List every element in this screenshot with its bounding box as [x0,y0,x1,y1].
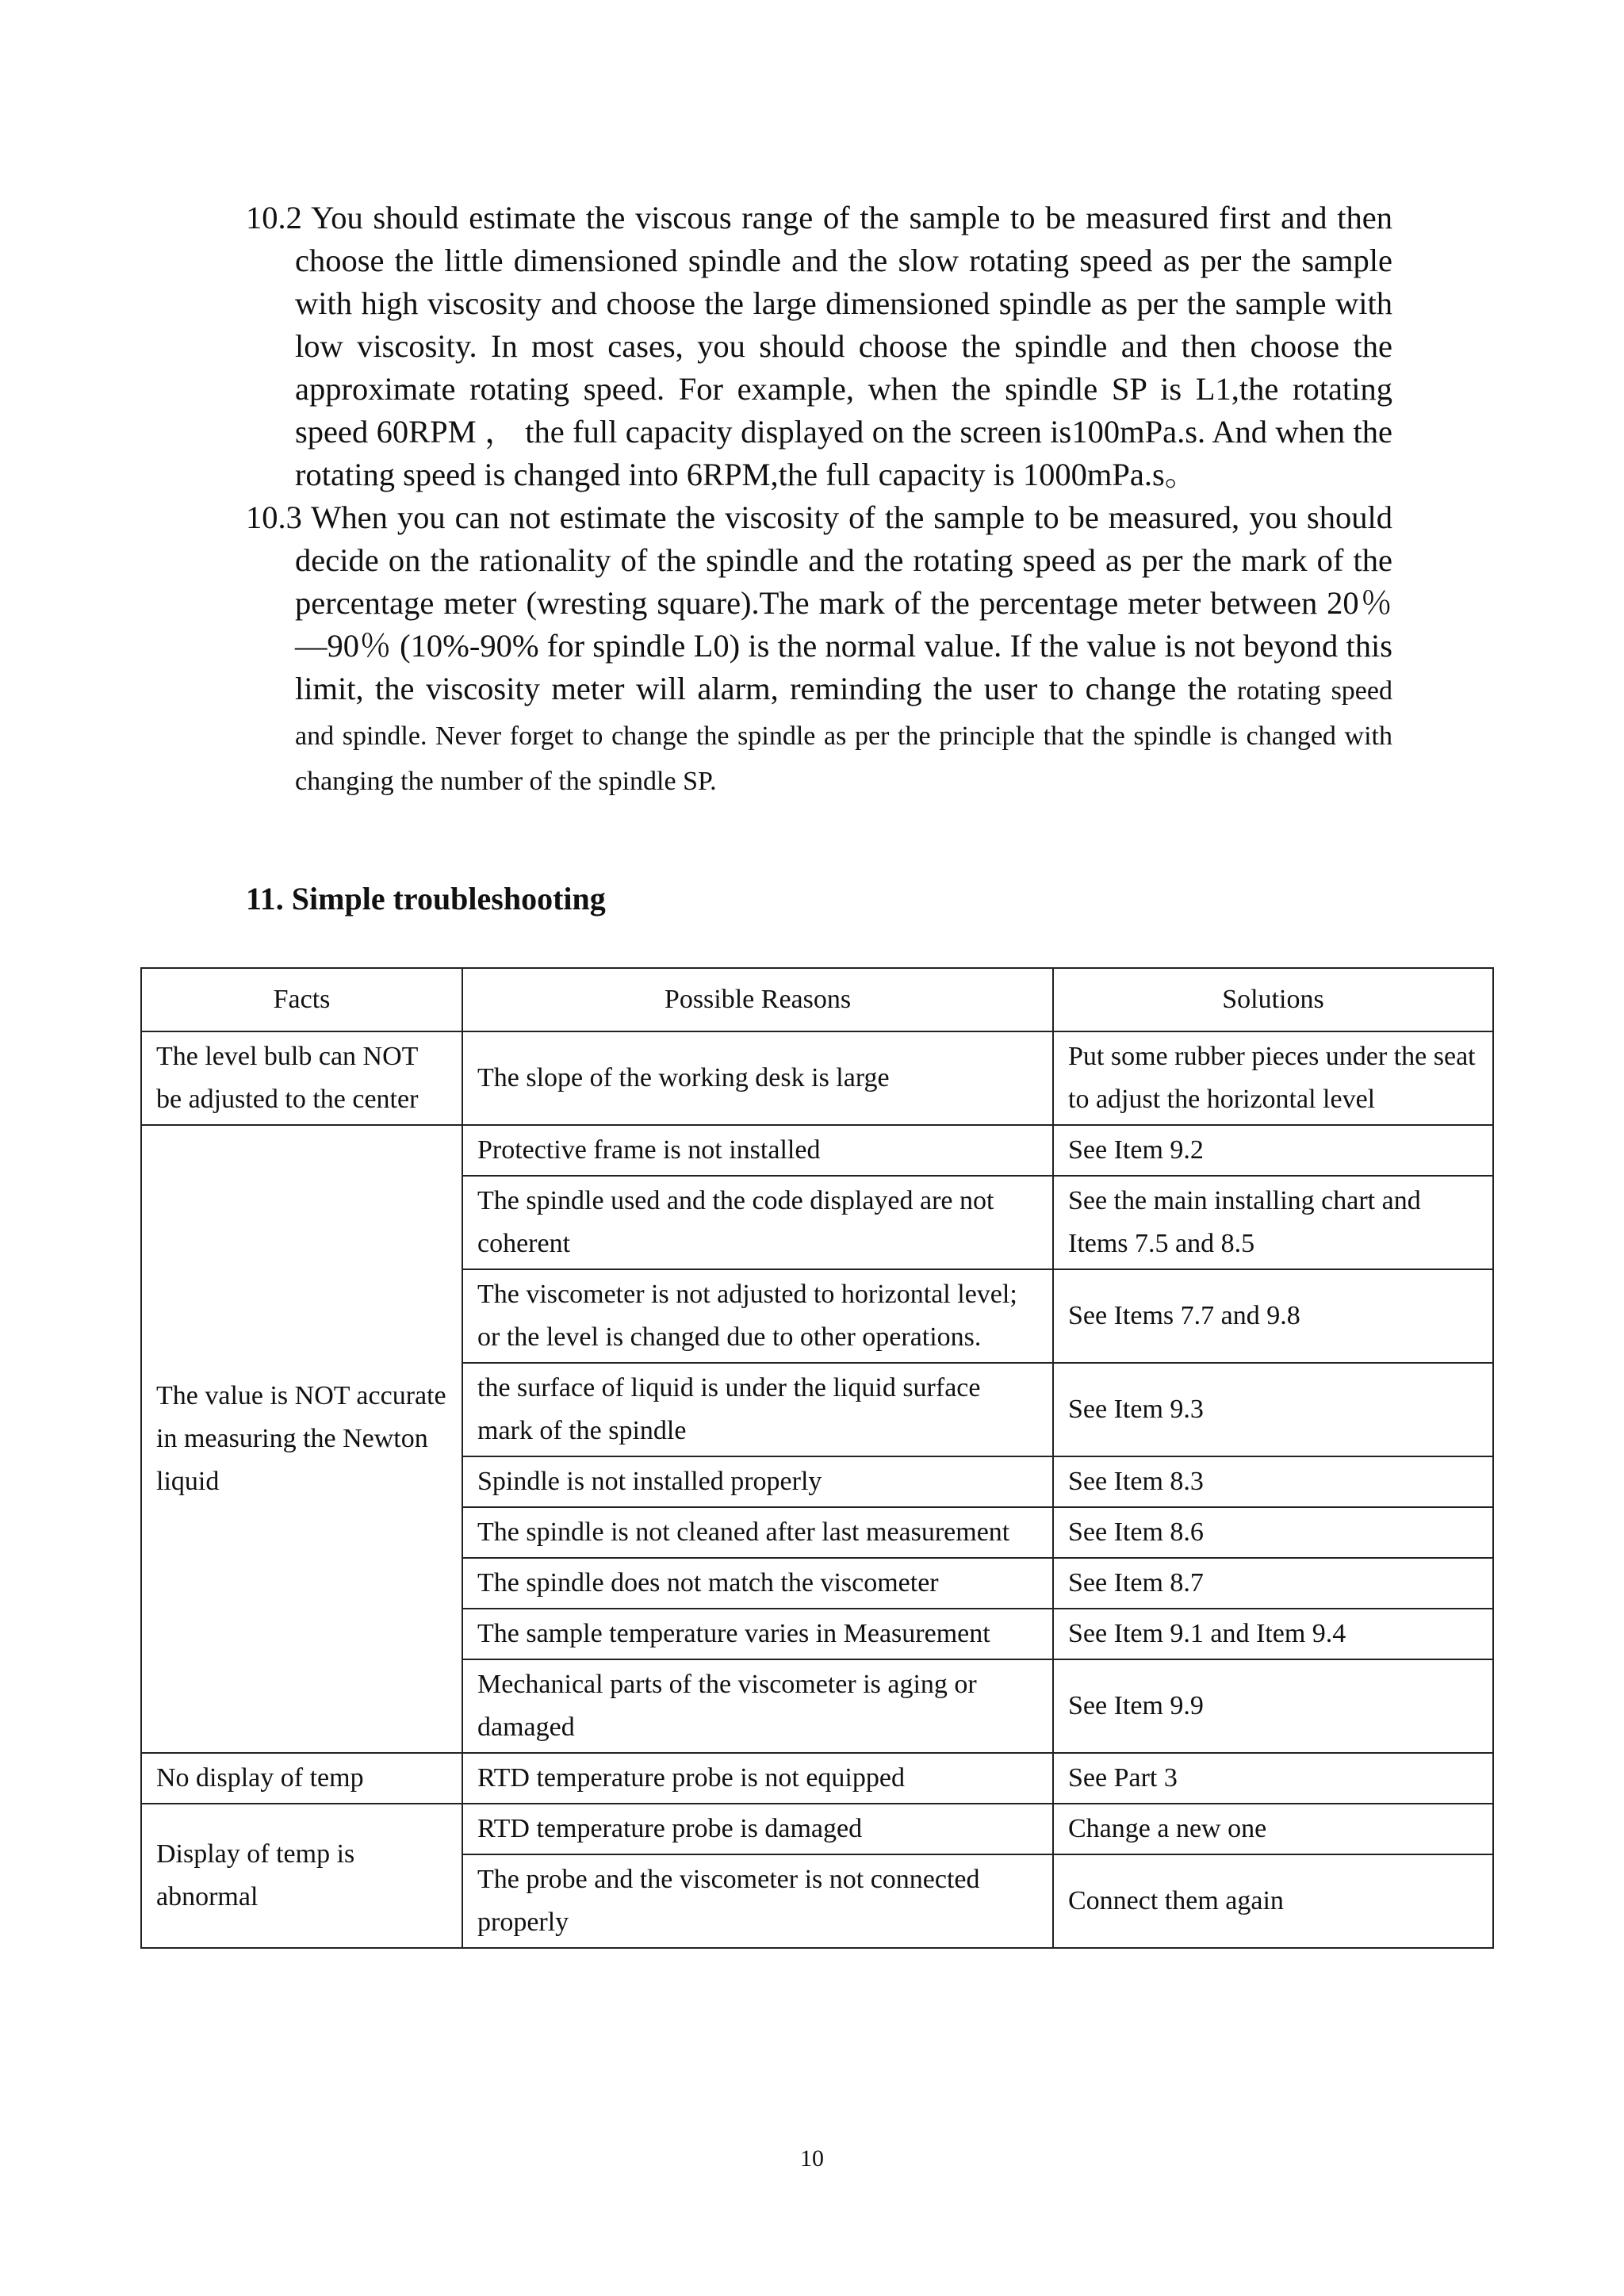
solution-cell: See Item 8.7 [1053,1558,1493,1609]
solution-cell: See Item 9.1 and Item 9.4 [1053,1609,1493,1659]
header-facts: Facts [141,968,462,1031]
solution-cell: See Item 9.3 [1053,1363,1493,1456]
table-header-row [141,968,1493,1031]
section-heading: 11. Simple troubleshooting [246,881,606,916]
reason-cell: The spindle is not cleaned after last measurement [462,1507,1053,1558]
paragraph-10-3 [246,496,1392,803]
solution-cell: Put some rubber pieces under the seat to adjust the horizontal level [1053,1031,1493,1125]
fact-cell: Display of temp is abnormal [141,1804,462,1948]
reason-cell: The probe and the viscometer is not connected properly [462,1854,1053,1948]
solution-cell: See Items 7.7 and 9.8 [1053,1269,1493,1363]
reason-cell: The spindle does not match the viscometer [462,1558,1053,1609]
fact-cell: The level bulb can NOT be adjusted to the center [141,1031,462,1125]
page-number: 10 [800,2145,824,2172]
solution-cell: See Part 3 [1053,1753,1493,1804]
table-row [141,1031,1493,1125]
reason-cell: RTD temperature probe is not equipped [462,1753,1053,1804]
reason-cell: The sample temperature varies in Measurement [462,1609,1053,1659]
solution-cell: See the main installing chart and Items 7.5 and 8.5 [1053,1176,1493,1269]
solution-cell: Change a new one [1053,1804,1493,1854]
paragraph-10-3-text: 10.3 When you can not estimate the viscosity of the sample to be measured, you should decide on the rationality of the spindle and the rotating speed as per the mark of the percentage meter (wresting square).The mark of the percentage meter between 20％—90％ (10%-90% for spindle L0) is the normal value. If the value is not beyond this limit, the viscosity meter will alarm, reminding the user to change the [246,499,1392,706]
reason-cell: RTD temperature probe is damaged [462,1804,1053,1854]
solution-cell: Connect them again [1053,1854,1493,1948]
header-possible-reasons: Possible Reasons [462,968,1053,1031]
table-body [141,1031,1493,1948]
solution-cell: See Item 9.9 [1053,1659,1493,1753]
paragraph-10-2 [246,197,1392,496]
reason-cell: The slope of the working desk is large [462,1031,1053,1125]
paragraph-10-3-tail: rotating speed and spindle. Never forget to change the spindle as per the principle that the spindle is changed with changing the number of the spindle SP. [295,676,1392,796]
table-row [141,1125,1493,1176]
reason-cell: The spindle used and the code displayed are not coherent [462,1176,1053,1269]
reason-cell: Spindle is not installed properly [462,1456,1053,1507]
header-solutions: Solutions [1053,968,1493,1031]
reason-cell: the surface of liquid is under the liquid surface mark of the spindle [462,1363,1053,1456]
reason-cell: Protective frame is not installed [462,1125,1053,1176]
table-row [141,1753,1493,1804]
fact-cell: The value is NOT accurate in measuring the Newton liquid [141,1125,462,1753]
reason-cell: The viscometer is not adjusted to horizontal level; or the level is changed due to other operations. [462,1269,1053,1363]
body-text [246,197,1392,803]
solution-cell: See Item 8.6 [1053,1507,1493,1558]
solution-cell: See Item 9.2 [1053,1125,1493,1176]
solution-cell: See Item 8.3 [1053,1456,1493,1507]
paragraph-10-2-text: 10.2 You should estimate the viscous range of the sample to be measured first and then choose the little dimensioned spindle and the slow rotating speed as per the sample with high viscosity and choose the large dimensioned spindle as per the sample with low viscosity. In most cases, you should choose the spindle and then choose the approximate rotating speed. For example, when the spindle SP is L1,the rotating speed 60RPM ， the full capacity displayed on the screen is100mPa.s. And when the rotating speed is changed into 6RPM,the full capacity is 1000mPa.s。 [246,200,1392,492]
fact-cell: No display of temp [141,1753,462,1804]
table-row [141,1804,1493,1854]
reason-cell: Mechanical parts of the viscometer is aging or damaged [462,1659,1053,1753]
troubleshooting-table [140,967,1494,1949]
